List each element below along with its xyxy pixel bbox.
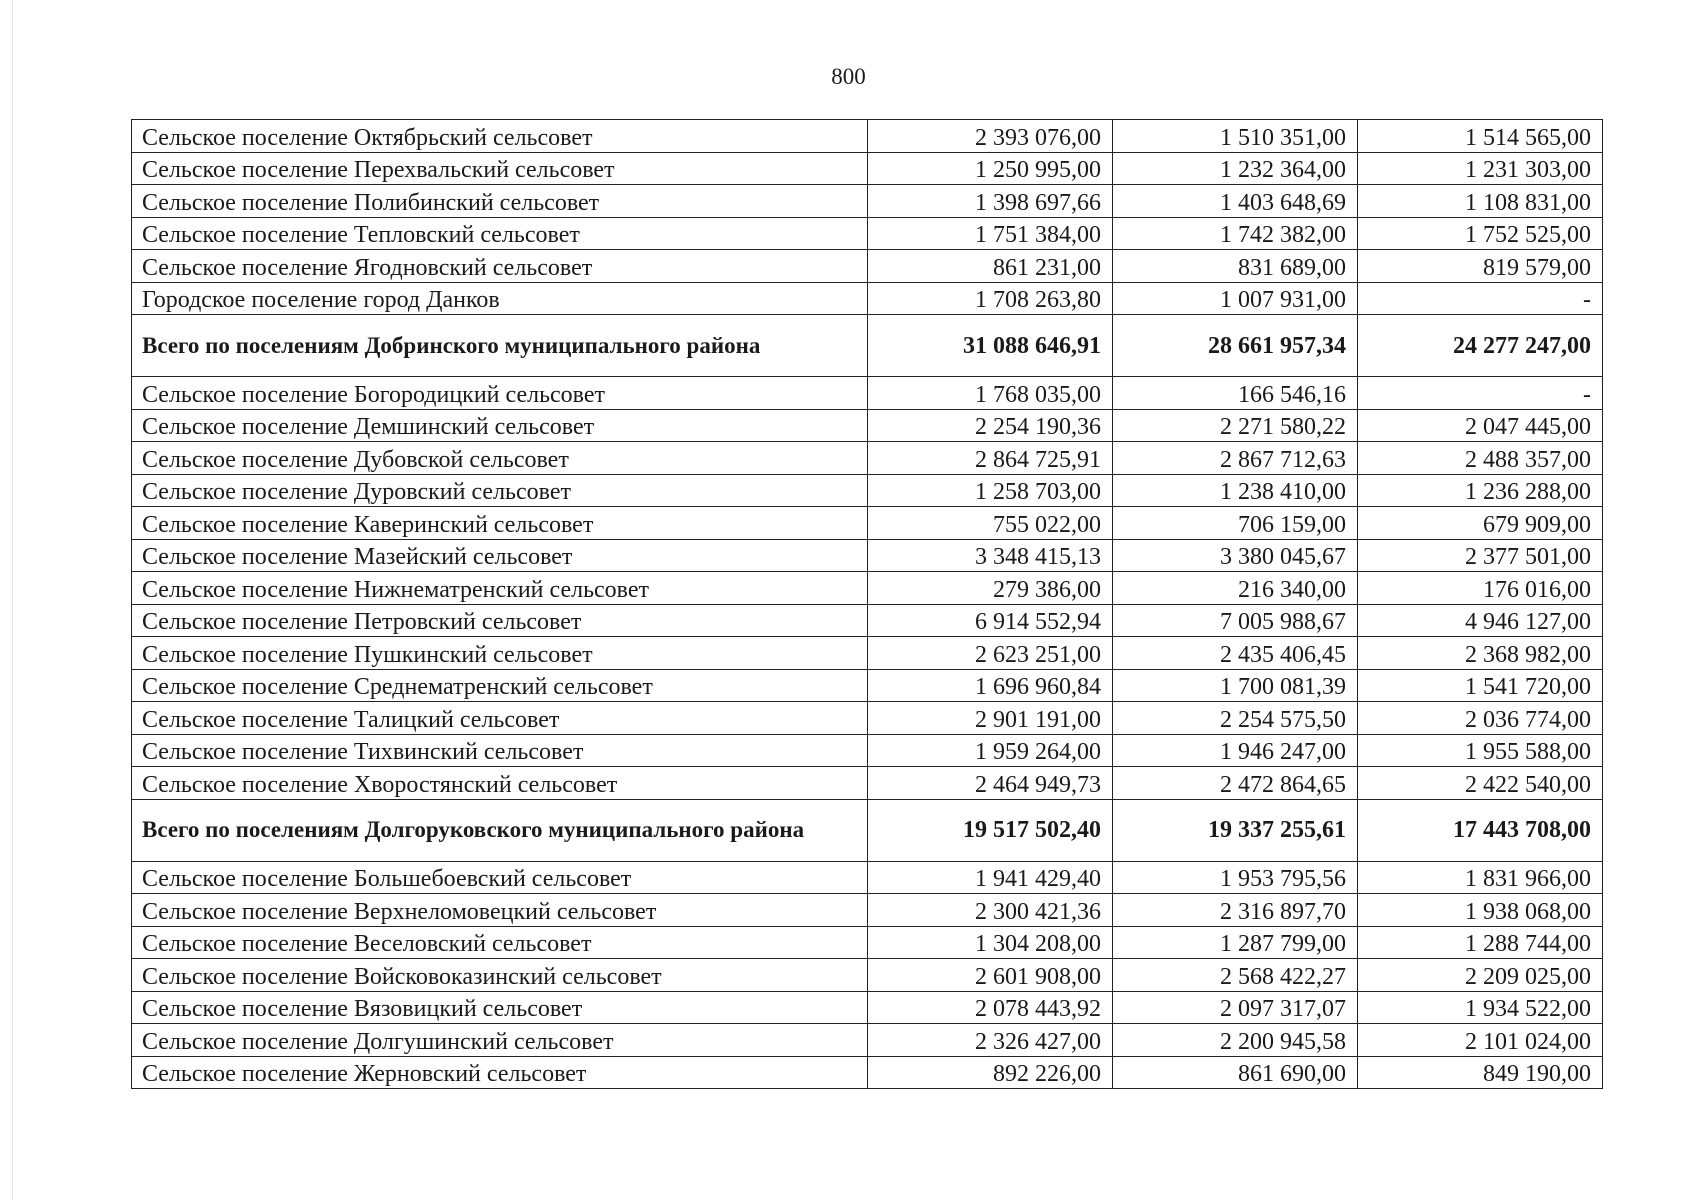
- settlement-name-cell: Сельское поселение Демшинский сельсовет: [132, 409, 868, 442]
- table-row: [132, 1024, 1603, 1057]
- amount-cell-col-2: 7 005 988,67: [1113, 604, 1358, 637]
- settlement-name-cell: Сельское поселение Петровский сельсовет: [132, 604, 868, 637]
- settlement-name-cell: Сельское поселение Хворостянский сельсовет: [132, 767, 868, 800]
- amount-cell-col-2: 2 867 712,63: [1113, 442, 1358, 475]
- table-row: [132, 926, 1603, 959]
- table-row: [132, 409, 1603, 442]
- amount-cell-col-2: 1 232 364,00: [1113, 152, 1358, 185]
- settlement-name-cell: Сельское поселение Мазейский сельсовет: [132, 539, 868, 572]
- amount-cell-col-2: 216 340,00: [1113, 572, 1358, 605]
- amount-cell-col-2: 2 271 580,22: [1113, 409, 1358, 442]
- amount-cell-col-2: 1 403 648,69: [1113, 185, 1358, 218]
- amount-cell-col-1: 2 393 076,00: [868, 120, 1113, 153]
- total-label-cell: Всего по поселениям Долгоруковского муниципального района: [132, 799, 868, 861]
- amount-cell-col-1: 2 601 908,00: [868, 959, 1113, 992]
- amount-cell-col-1: 1 959 264,00: [868, 734, 1113, 767]
- amount-cell-col-3: 1 514 565,00: [1358, 120, 1603, 153]
- amount-cell-col-2: 166 546,16: [1113, 377, 1358, 410]
- amount-cell-col-1: 2 300 421,36: [868, 894, 1113, 927]
- amount-cell-col-2: 861 690,00: [1113, 1056, 1358, 1089]
- amount-cell-col-1: 3 348 415,13: [868, 539, 1113, 572]
- amount-cell-col-2: 1 742 382,00: [1113, 217, 1358, 250]
- settlement-name-cell: Сельское поселение Полибинский сельсовет: [132, 185, 868, 218]
- table-row: [132, 507, 1603, 540]
- table-row: [132, 734, 1603, 767]
- settlement-name-cell: Сельское поселение Жерновский сельсовет: [132, 1056, 868, 1089]
- amount-cell-col-1: 31 088 646,91: [868, 315, 1113, 377]
- amount-cell-col-1: 1 751 384,00: [868, 217, 1113, 250]
- amount-cell-col-3: 17 443 708,00: [1358, 799, 1603, 861]
- amount-cell-col-1: 861 231,00: [868, 250, 1113, 283]
- amount-cell-col-1: 279 386,00: [868, 572, 1113, 605]
- amount-cell-col-2: 2 435 406,45: [1113, 637, 1358, 670]
- amount-cell-col-2: 706 159,00: [1113, 507, 1358, 540]
- amount-cell-col-3: 679 909,00: [1358, 507, 1603, 540]
- amount-cell-col-3: 849 190,00: [1358, 1056, 1603, 1089]
- amount-cell-col-2: 1 700 081,39: [1113, 669, 1358, 702]
- table-row: [132, 152, 1603, 185]
- amount-cell-col-3: 1 831 966,00: [1358, 861, 1603, 894]
- amount-cell-col-1: 2 254 190,36: [868, 409, 1113, 442]
- amount-cell-col-2: 1 953 795,56: [1113, 861, 1358, 894]
- amount-cell-col-3: 1 541 720,00: [1358, 669, 1603, 702]
- settlement-name-cell: Сельское поселение Долгушинский сельсовет: [132, 1024, 868, 1057]
- table-row: [132, 767, 1603, 800]
- table-row: [132, 991, 1603, 1024]
- amount-cell-col-2: 831 689,00: [1113, 250, 1358, 283]
- amount-cell-col-2: 1 946 247,00: [1113, 734, 1358, 767]
- settlement-name-cell: Городское поселение город Данков: [132, 282, 868, 315]
- amount-cell-col-3: 1 955 588,00: [1358, 734, 1603, 767]
- table-row: [132, 894, 1603, 927]
- settlement-name-cell: Сельское поселение Веселовский сельсовет: [132, 926, 868, 959]
- settlement-name-cell: Сельское поселение Среднематренский сельсовет: [132, 669, 868, 702]
- amount-cell-col-2: 19 337 255,61: [1113, 799, 1358, 861]
- amount-cell-col-1: 2 326 427,00: [868, 1024, 1113, 1057]
- amount-cell-col-3: 4 946 127,00: [1358, 604, 1603, 637]
- amount-cell-col-2: 2 472 864,65: [1113, 767, 1358, 800]
- table-row: [132, 861, 1603, 894]
- amount-cell-col-1: 6 914 552,94: [868, 604, 1113, 637]
- settlement-name-cell: Сельское поселение Дубовской сельсовет: [132, 442, 868, 475]
- table-row: [132, 217, 1603, 250]
- amount-cell-col-3: 2 488 357,00: [1358, 442, 1603, 475]
- settlement-name-cell: Сельское поселение Ягодновский сельсовет: [132, 250, 868, 283]
- amount-cell-col-3: 2 368 982,00: [1358, 637, 1603, 670]
- settlement-name-cell: Сельское поселение Каверинский сельсовет: [132, 507, 868, 540]
- table-row: [132, 442, 1603, 475]
- page-number: 800: [831, 64, 866, 89]
- amount-cell-col-3: 176 016,00: [1358, 572, 1603, 605]
- amount-cell-col-2: 1 007 931,00: [1113, 282, 1358, 315]
- amount-cell-col-3: 2 047 445,00: [1358, 409, 1603, 442]
- amount-cell-col-3: 1 938 068,00: [1358, 894, 1603, 927]
- amount-cell-col-2: 1 238 410,00: [1113, 474, 1358, 507]
- table-body: [132, 120, 1603, 1089]
- settlement-name-cell: Сельское поселение Нижнематренский сельсовет: [132, 572, 868, 605]
- table-row: [132, 959, 1603, 992]
- amount-cell-col-1: 1 304 208,00: [868, 926, 1113, 959]
- settlement-name-cell: Сельское поселение Богородицкий сельсовет: [132, 377, 868, 410]
- table-total-row: [132, 315, 1603, 377]
- settlement-name-cell: Сельское поселение Верхнеломовецкий сельсовет: [132, 894, 868, 927]
- amount-cell-col-3: 1 231 303,00: [1358, 152, 1603, 185]
- table-row: [132, 539, 1603, 572]
- amount-cell-col-2: 2 254 575,50: [1113, 702, 1358, 735]
- amount-cell-col-1: 2 078 443,92: [868, 991, 1113, 1024]
- table-row: [132, 572, 1603, 605]
- amount-cell-col-2: 28 661 957,34: [1113, 315, 1358, 377]
- amount-cell-col-1: 1 398 697,66: [868, 185, 1113, 218]
- settlement-name-cell: Сельское поселение Перехвальский сельсовет: [132, 152, 868, 185]
- amount-cell-col-3: 2 377 501,00: [1358, 539, 1603, 572]
- settlement-name-cell: Сельское поселение Пушкинский сельсовет: [132, 637, 868, 670]
- amount-cell-col-3: 1 934 522,00: [1358, 991, 1603, 1024]
- amount-cell-col-1: 2 623 251,00: [868, 637, 1113, 670]
- table-row: [132, 669, 1603, 702]
- table-row: [132, 1056, 1603, 1089]
- amount-cell-col-2: 2 568 422,27: [1113, 959, 1358, 992]
- amount-cell-col-1: 2 901 191,00: [868, 702, 1113, 735]
- amount-cell-col-3: -: [1358, 282, 1603, 315]
- amount-cell-col-1: 1 696 960,84: [868, 669, 1113, 702]
- total-label-cell: Всего по поселениям Добринского муниципального района: [132, 315, 868, 377]
- settlement-name-cell: Сельское поселение Тихвинский сельсовет: [132, 734, 868, 767]
- table-total-row: [132, 799, 1603, 861]
- settlement-name-cell: Сельское поселение Войсковоказинский сельсовет: [132, 959, 868, 992]
- amount-cell-col-3: 2 101 024,00: [1358, 1024, 1603, 1057]
- amount-cell-col-1: 755 022,00: [868, 507, 1113, 540]
- table-row: [132, 637, 1603, 670]
- amount-cell-col-3: 1 752 525,00: [1358, 217, 1603, 250]
- amount-cell-col-2: 1 510 351,00: [1113, 120, 1358, 153]
- settlement-name-cell: Сельское поселение Октябрьский сельсовет: [132, 120, 868, 153]
- amount-cell-col-1: 892 226,00: [868, 1056, 1113, 1089]
- amount-cell-col-1: 1 941 429,40: [868, 861, 1113, 894]
- amount-cell-col-3: 2 036 774,00: [1358, 702, 1603, 735]
- amount-cell-col-3: 1 108 831,00: [1358, 185, 1603, 218]
- settlement-name-cell: Сельское поселение Тепловский сельсовет: [132, 217, 868, 250]
- amount-cell-col-1: 19 517 502,40: [868, 799, 1113, 861]
- amount-cell-col-2: 1 287 799,00: [1113, 926, 1358, 959]
- settlement-name-cell: Сельское поселение Вязовицкий сельсовет: [132, 991, 868, 1024]
- amount-cell-col-3: 1 288 744,00: [1358, 926, 1603, 959]
- amount-cell-col-3: 2 422 540,00: [1358, 767, 1603, 800]
- settlement-name-cell: Сельское поселение Дуровский сельсовет: [132, 474, 868, 507]
- table-row: [132, 702, 1603, 735]
- amount-cell-col-3: -: [1358, 377, 1603, 410]
- amount-cell-col-3: 819 579,00: [1358, 250, 1603, 283]
- table-row: [132, 250, 1603, 283]
- table-row: [132, 282, 1603, 315]
- amount-cell-col-2: 3 380 045,67: [1113, 539, 1358, 572]
- settlements-budget-table: [131, 119, 1603, 1089]
- scan-edge-line: [12, 0, 13, 1200]
- table-row: [132, 474, 1603, 507]
- amount-cell-col-1: 1 708 263,80: [868, 282, 1113, 315]
- amount-cell-col-1: 1 768 035,00: [868, 377, 1113, 410]
- amount-cell-col-2: 2 097 317,07: [1113, 991, 1358, 1024]
- table-row: [132, 377, 1603, 410]
- table-row: [132, 604, 1603, 637]
- amount-cell-col-2: 2 200 945,58: [1113, 1024, 1358, 1057]
- amount-cell-col-2: 2 316 897,70: [1113, 894, 1358, 927]
- amount-cell-col-1: 1 250 995,00: [868, 152, 1113, 185]
- amount-cell-col-1: 2 864 725,91: [868, 442, 1113, 475]
- amount-cell-col-1: 1 258 703,00: [868, 474, 1113, 507]
- table-row: [132, 185, 1603, 218]
- table-row: [132, 120, 1603, 153]
- amount-cell-col-1: 2 464 949,73: [868, 767, 1113, 800]
- amount-cell-col-3: 24 277 247,00: [1358, 315, 1603, 377]
- amount-cell-col-3: 2 209 025,00: [1358, 959, 1603, 992]
- settlement-name-cell: Сельское поселение Талицкий сельсовет: [132, 702, 868, 735]
- amount-cell-col-3: 1 236 288,00: [1358, 474, 1603, 507]
- settlement-name-cell: Сельское поселение Большебоевский сельсовет: [132, 861, 868, 894]
